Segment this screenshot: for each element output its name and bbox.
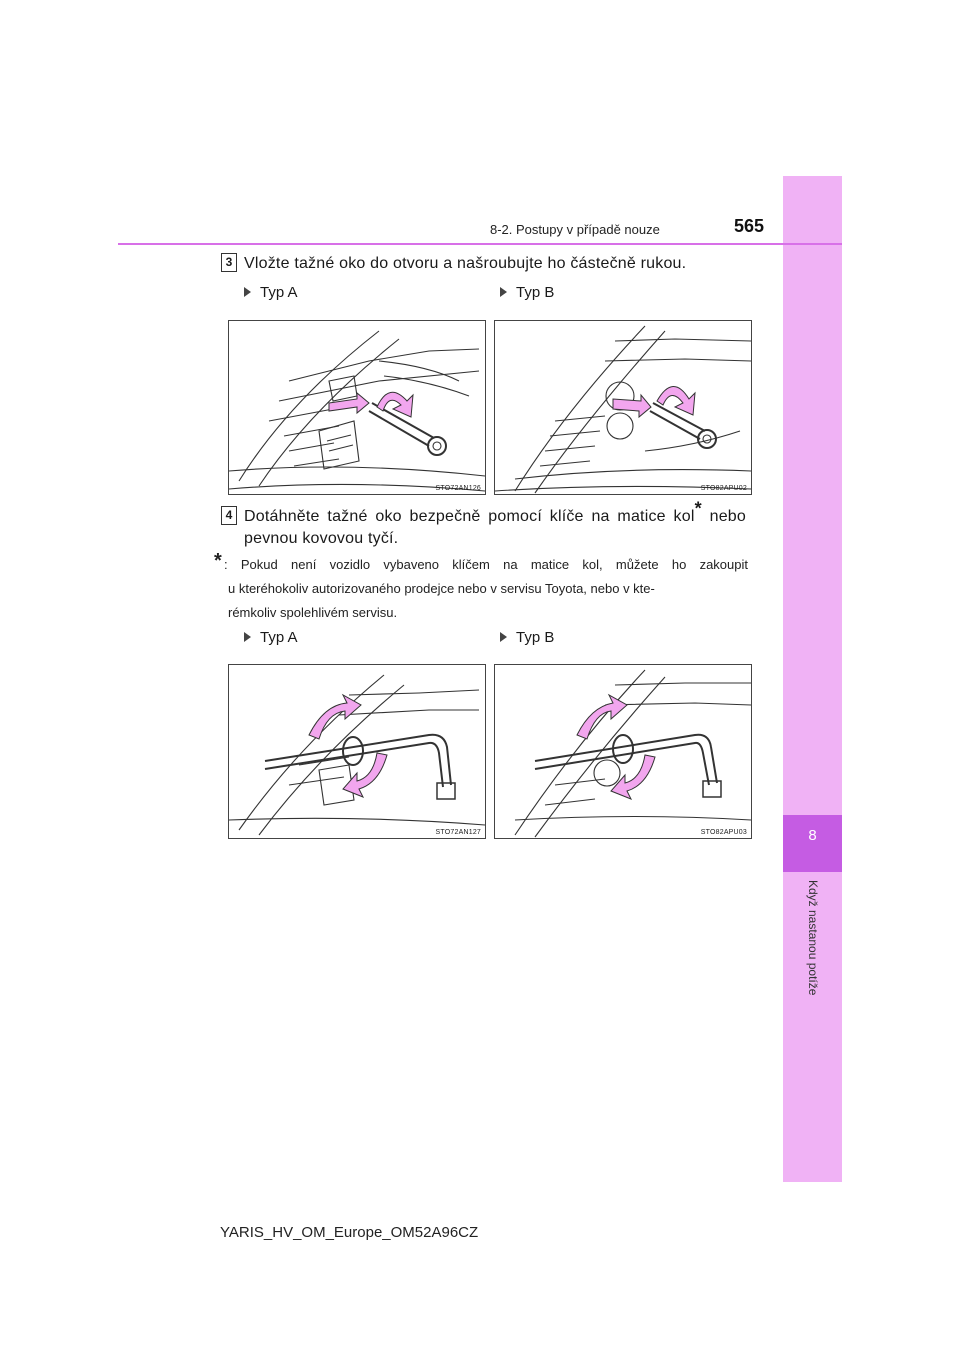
step-4-text-b: nebo (701, 508, 746, 525)
tow-eye-insert-illustration-a (229, 321, 485, 494)
page-number: 565 (734, 216, 765, 236)
tow-eye-tighten-illustration-a (229, 665, 485, 838)
footnote (214, 550, 748, 625)
triangle-bullet-icon (244, 632, 251, 642)
footnote-marker: * (694, 498, 702, 519)
step-4-text-line2: pevnou kovovou tyčí. (244, 530, 399, 547)
document-id: YARIS_HV_OM_Europe_OM52A96CZ (220, 1224, 479, 1241)
type-a-text: Typ A (260, 629, 298, 646)
step-4-text-line1 (244, 498, 746, 526)
chapter-number-tab[interactable] (783, 815, 842, 872)
step-number-4: 4 (221, 506, 237, 525)
figure-code: STO82APU02 (700, 485, 747, 492)
type-a-label-step4 (244, 629, 298, 646)
chapter-title: Když nastanou potíže (806, 880, 820, 996)
type-b-label-step3 (500, 284, 554, 301)
figure-tow-eye-tighten-type-b (494, 664, 752, 839)
figure-code: STO72AN127 (435, 829, 481, 836)
figure-tow-eye-insert-type-b (494, 320, 752, 495)
tow-eye-insert-illustration-b (495, 321, 751, 494)
footnote-line-1: : Pokud není vozidlo vybaveno klíčem na matice kol, můžete ho zakoupit (224, 557, 748, 572)
step-4-text-a: Dotáhněte tažné oko bezpečně pomocí klíče na matice kol (244, 508, 695, 525)
figure-code: STO82APU03 (700, 829, 747, 836)
chapter-number: 8 (808, 827, 817, 844)
triangle-bullet-icon (500, 632, 507, 642)
triangle-bullet-icon (244, 287, 251, 297)
tow-eye-tighten-illustration-b (495, 665, 751, 838)
figure-tow-eye-insert-type-a (228, 320, 486, 495)
type-a-label-step3 (244, 284, 298, 301)
header-divider (118, 243, 842, 245)
type-b-text: Typ B (516, 284, 555, 301)
section-title: 8-2. Postupy v případě nouze (490, 222, 660, 237)
footnote-line-3: rémkoliv spolehlivém servisu. (228, 605, 398, 620)
chapter-side-tab (783, 176, 842, 1182)
footnote-star: * (214, 550, 222, 572)
step-3-text: Vložte tažné oko do otvoru a našroubujte ho částečně rukou. (244, 255, 687, 272)
footnote-line-2: u kteréhokoliv autorizovaného prodejce nebo v servisu Toyota, nebo v kte- (228, 581, 655, 596)
type-b-text: Typ B (516, 629, 555, 646)
type-a-text: Typ A (260, 284, 298, 301)
figure-code: STO72AN126 (435, 485, 481, 492)
chapter-title-vertical (772, 880, 852, 1030)
step-number-3: 3 (221, 253, 237, 272)
type-b-label-step4 (500, 629, 554, 646)
triangle-bullet-icon (500, 287, 507, 297)
figure-tow-eye-tighten-type-a (228, 664, 486, 839)
